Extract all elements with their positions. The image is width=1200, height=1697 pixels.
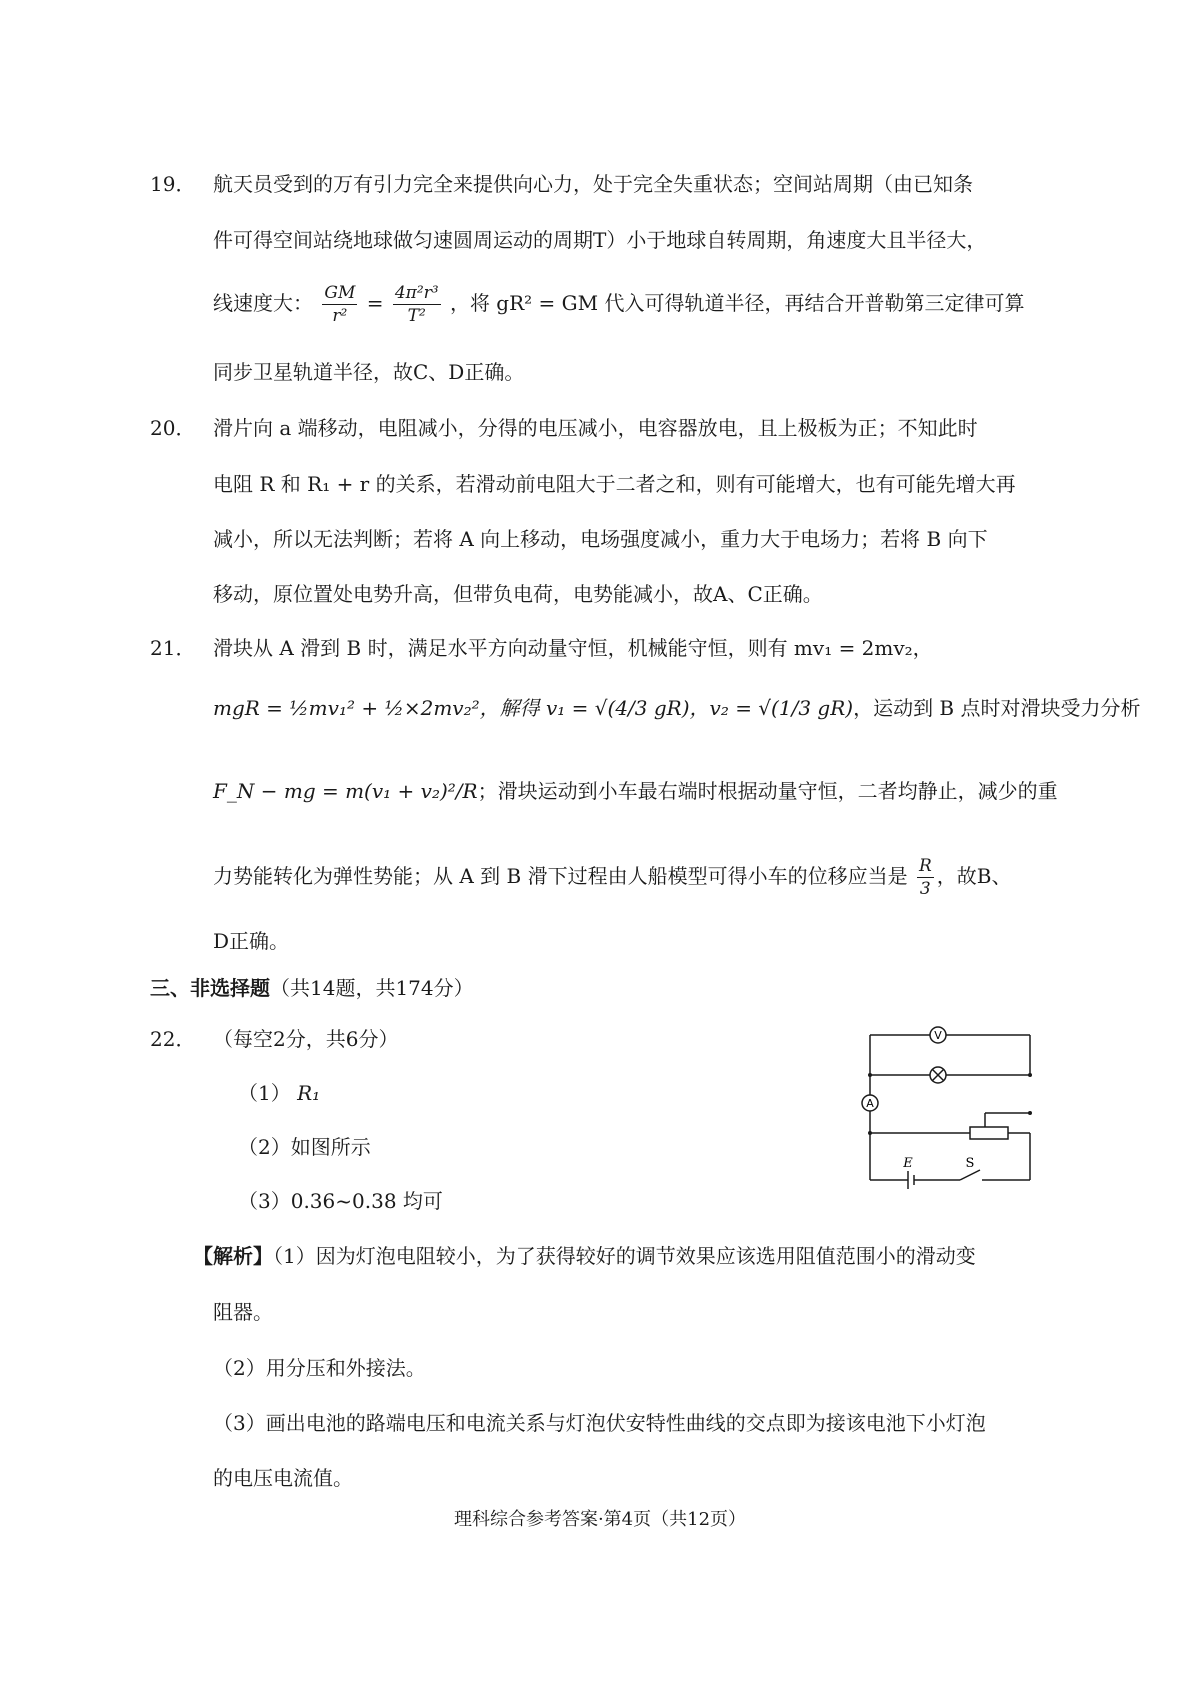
q19-fraction-rhs <box>393 282 441 327</box>
q21-line4-prefix: 力势能转化为弹性势能；从 A 到 B 滑下过程由人船模型可得小车的位移应当是 <box>213 864 908 888</box>
circuit-diagram <box>860 1015 1040 1195</box>
junction-left-rheo <box>868 1131 872 1135</box>
q21-line5: D正确。 <box>213 929 290 953</box>
q22-answer2: （2）如图所示 <box>238 1135 371 1159</box>
q21-line3-suffix: ；滑块运动到小车最右端时根据动量守恒，二者均静止，减少的重 <box>477 779 1058 803</box>
q21-frac-denominator: 3 <box>919 879 931 899</box>
junction-right <box>1028 1073 1032 1077</box>
section3-title: 三、非选择题 <box>150 976 270 1000</box>
q19-line3-mid: ，将 gR² = GM 代入可得轨道半径，再结合开普勒第三定律可算 <box>449 291 1025 315</box>
q20-line2: 电阻 R 和 R₁ + r 的关系，若滑动前电阻大于二者之和，则有可能增大，也有可能先增大再 <box>213 472 1016 496</box>
q22-jiexi1b: 阻器。 <box>213 1300 273 1324</box>
q19-line2: 件可得空间站绕地球做匀速圆周运动的周期T）小于地球自转周期，角速度大且半径大， <box>213 228 987 252</box>
q22-number: 22． <box>150 1027 196 1051</box>
q19-rhs-denominator: T² <box>407 306 426 326</box>
q19-line4: 同步卫星轨道半径，故C、D正确。 <box>213 360 525 384</box>
q21-line4-suffix: ，故B、 <box>936 864 1012 888</box>
q22-header: （每空2分，共6分） <box>213 1027 399 1051</box>
q21-line2-suffix: ，运动到 B 点时对滑块受力分析 <box>853 696 1141 720</box>
q20-number: 20． <box>150 416 196 440</box>
q21-line3-equation: F_N − mg = m(v₁ + v₂)²/R <box>213 779 478 803</box>
q22-jiexi2: （2）用分压和外接法。 <box>213 1356 426 1380</box>
q19-lhs-numerator: GM <box>324 283 356 303</box>
q22-jiexi3b: 的电压电流值。 <box>213 1466 353 1490</box>
voltmeter-label: V <box>934 1029 942 1042</box>
rheostat <box>970 1127 1008 1139</box>
section3-heading <box>150 972 474 1001</box>
q19-equals: = <box>366 291 384 315</box>
q20-line4: 移动，原位置处电势升高，但带负电荷，电势能减小，故A、C正确。 <box>213 582 823 606</box>
switch-lever <box>960 1170 980 1180</box>
q21-fraction-r3 <box>917 855 934 900</box>
junction-slider <box>1028 1111 1032 1115</box>
q19-lhs-denominator: r² <box>332 306 348 326</box>
ammeter-label: A <box>866 1097 874 1110</box>
battery-label: E <box>903 1156 913 1171</box>
q19-number: 19． <box>150 172 196 196</box>
q22-jiexi3: （3）画出电池的路端电压和电流关系与灯泡伏安特性曲线的交点即为接该电池下小灯泡 <box>213 1411 986 1435</box>
jiexi-tag: 【解析】 <box>193 1244 273 1268</box>
q19-line1: 航天员受到的万有引力完全来提供向心力，处于完全失重状态；空间站周期（由已知条 <box>213 172 973 196</box>
switch-label: S <box>965 1156 975 1171</box>
q20-line1: 滑片向 a 端移动，电阻减小，分得的电压减小，电容器放电，且上极板为正；不知此时 <box>213 416 978 440</box>
junction-left <box>868 1073 872 1077</box>
q22-answer1-value: R₁ <box>297 1081 321 1105</box>
q21-line4 <box>213 855 1011 900</box>
q21-line3 <box>213 775 1058 804</box>
q21-line2 <box>213 692 1141 721</box>
q19-line3 <box>213 282 1024 327</box>
section3-note: （共14题，共174分） <box>270 976 474 1000</box>
q19-rhs-numerator: 4π²r³ <box>394 283 439 303</box>
q21-number: 21． <box>150 636 196 660</box>
q21-line2-equation: mgR = ½mv₁² + ½×2mv₂²，解得 v₁ = √(4/3 gR)，v₂ = √(1/3 gR) <box>213 696 854 720</box>
page-footer: 理科综合参考答案·第4页（共12页） <box>453 1509 747 1530</box>
q21-line1: 滑块从 A 滑到 B 时，满足水平方向动量守恒，机械能守恒，则有 mv₁ = 2mv₂， <box>213 636 933 660</box>
q21-frac-numerator: R <box>918 856 932 876</box>
q22-answer1 <box>238 1077 320 1106</box>
q19-line3-prefix: 线速度大： <box>213 291 313 315</box>
q22-answer3: （3）0.36~0.38 均可 <box>238 1189 443 1213</box>
q22-answer1-label: （1） <box>238 1081 291 1105</box>
q19-fraction-lhs <box>322 282 357 327</box>
jiexi1-text: （1）因为灯泡电阻较小，为了获得较好的调节效果应该选用阻值范围小的滑动变 <box>273 1244 976 1268</box>
q20-line3: 减小，所以无法判断；若将 A 向上移动，电场强度减小，重力大于电场力；若将 B 向下 <box>213 527 988 551</box>
q22-jiexi1 <box>193 1240 976 1269</box>
